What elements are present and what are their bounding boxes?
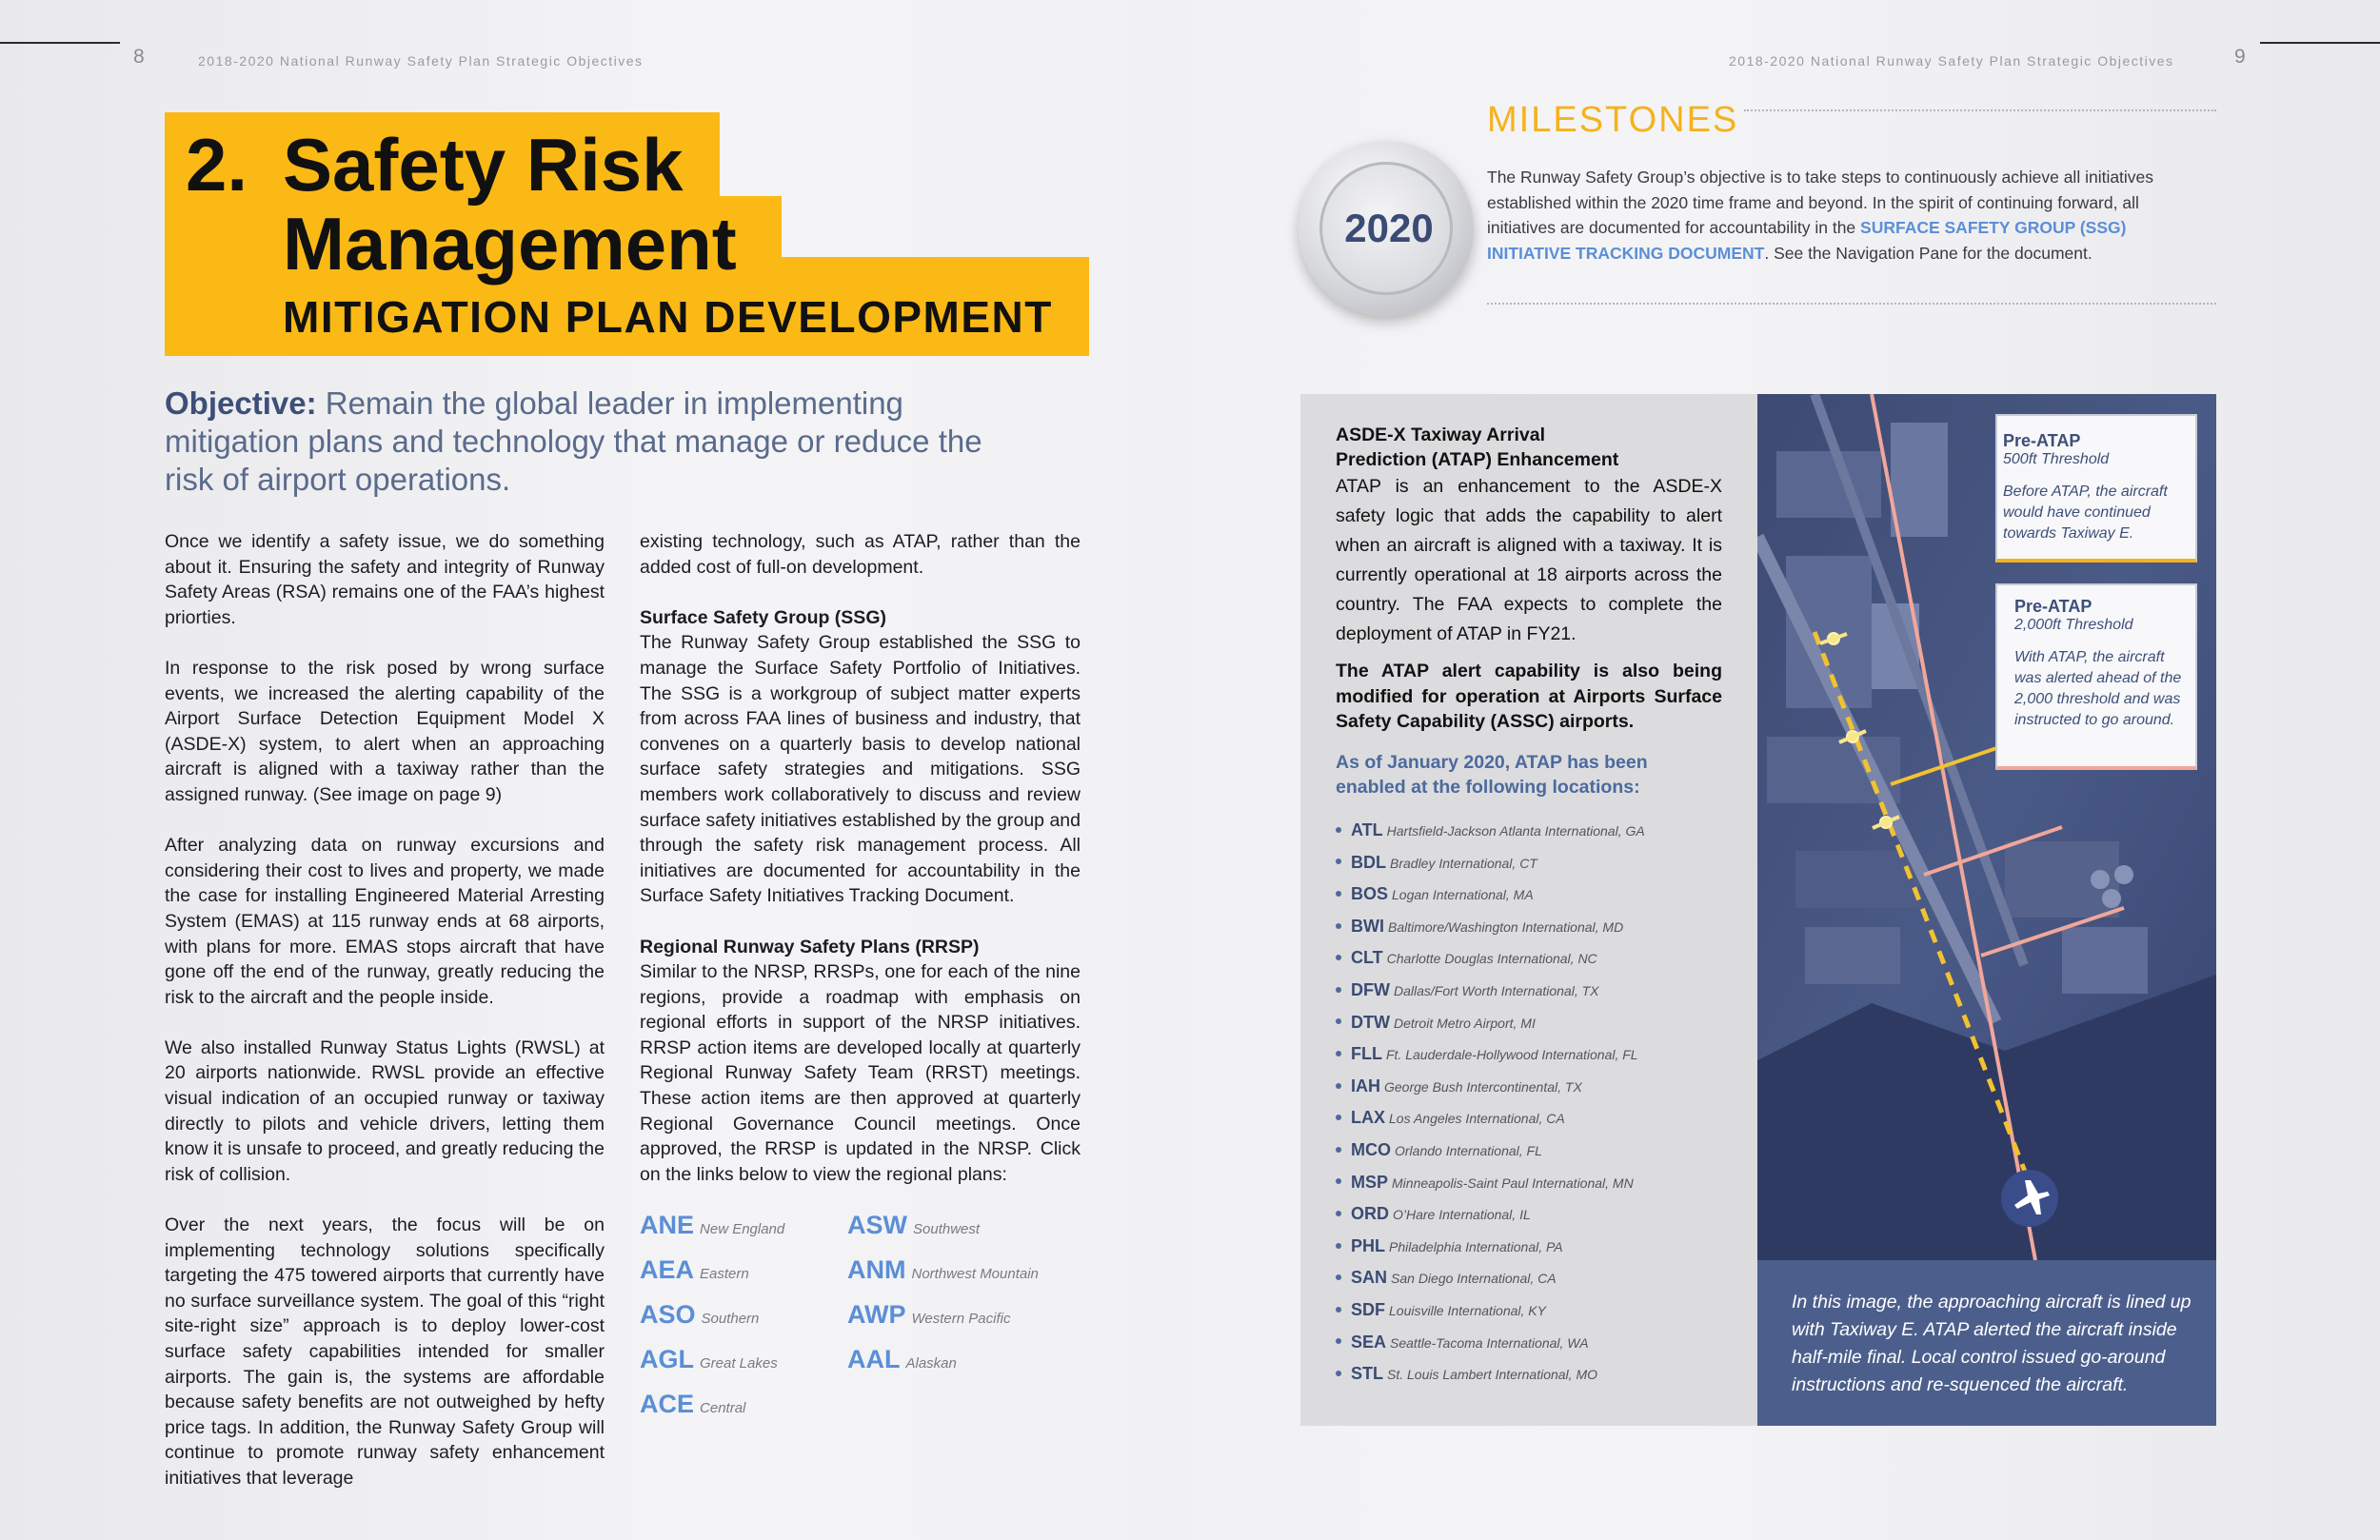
- airport-name: Philadelphia International, PA: [1389, 1238, 1563, 1254]
- pre-atap-500ft-callout: Pre-ATAP 500ft Threshold Before ATAP, the aircraft would have continued towards Taxiway E.: [1995, 414, 2197, 563]
- airport-code: CLT: [1351, 948, 1383, 968]
- airport-code: STL: [1351, 1364, 1383, 1384]
- airport-code: SDF: [1351, 1300, 1385, 1319]
- body-column-2: [640, 529, 1081, 1213]
- header-rule-right: [2260, 42, 2380, 44]
- paragraph: Once we identify a safety issue, we do something about it. Ensuring the safety and integrity of Runway Safety Areas (RSA) remains one of the FAA’s highest priorties.: [165, 531, 605, 628]
- region-link-asw[interactable]: ASW Southwest: [847, 1211, 981, 1239]
- airport-name: Bradley International, CT: [1390, 855, 1537, 871]
- airport-code: BDL: [1351, 852, 1386, 872]
- bullet-icon: [1336, 891, 1341, 897]
- atap-locations-intro: As of January 2020, ATAP has been enabled at the following locations:: [1336, 751, 1648, 798]
- airport-list-item: [1336, 1140, 1542, 1160]
- region-link-aal[interactable]: AAL Alaskan: [847, 1345, 957, 1373]
- rrsp-paragraph: Similar to the NRSP, RRSPs, one for each of the nine regions, provide a roadmap with emphasis on regional efforts in support of the NRSP initiatives. RRSP action items are developed locally at quarterly Regional Runway Safety Team (RRST) meetings. These action items are then approved at quarterly Regional Governance Council meetings. Once approved, the RRSP is updated in the NRSP. Click on the links below to view the regional plans:: [640, 961, 1081, 1185]
- airport-name: St. Louis Lambert International, MO: [1387, 1367, 1597, 1383]
- atap-heading-line1: ASDE-X Taxiway Arrival: [1336, 424, 1546, 445]
- airport-list-item: [1336, 1013, 1536, 1033]
- milestones-rule-bottom: [1487, 303, 2216, 305]
- region-link-aea[interactable]: AEA Eastern: [640, 1255, 749, 1284]
- paragraph: Over the next years, the focus will be on implementing technology solutions specifically targeting the 475 towered airports that currently have no surface surveillance system. The goal of this “right site-right size” approach is to deploy lower-cost surface safety capabilities intended for smaller airports. The gain is, the systems are affordable because safety benefits are not outweighed by hefty price tags. In addition, the Runway Safety Group will continue to promote runway safety enhancement initiatives that leverage: [165, 1214, 605, 1489]
- airport-name: Los Angeles International, CA: [1389, 1111, 1565, 1127]
- atap-body: ATAP is an enhancement to the ASDE-X safety logic that adds the capability to alert when an aircraft is aligned with a taxiway. It is currently operational at 18 airports across the country. The FAA expects to complete the deployment of ATAP in FY21.: [1336, 476, 1722, 644]
- left-page-number: 8: [133, 46, 145, 68]
- airport-code: ATL: [1351, 820, 1383, 839]
- airport-list-item: [1336, 980, 1599, 1000]
- region-link-ace[interactable]: ACE Central: [640, 1390, 746, 1418]
- airport-list-item: [1336, 1173, 1634, 1193]
- objective-text: Remain the global leader in implementing mitigation plans and technology that manage or reduce the risk of airport operations.: [165, 385, 982, 497]
- airport-code: PHL: [1351, 1235, 1385, 1255]
- airport-list-item: [1336, 1236, 1563, 1256]
- airport-list-item: [1336, 1108, 1565, 1128]
- airport-name: George Bush Intercontinental, TX: [1384, 1078, 1582, 1095]
- airport-name: Seattle-Tacoma International, WA: [1390, 1334, 1589, 1351]
- airport-code: BOS: [1351, 884, 1389, 904]
- bullet-icon: [1336, 827, 1341, 833]
- airport-list-item: [1336, 1364, 1597, 1384]
- bullet-icon: [1336, 923, 1341, 929]
- airport-name: Dallas/Fort Worth International, TX: [1393, 983, 1599, 998]
- bullet-icon: [1336, 1018, 1341, 1024]
- body-column-1: [165, 529, 605, 1516]
- right-running-title: 2018-2020 National Runway Safety Plan Strategic Objectives: [1729, 53, 2174, 69]
- airport-list-item: [1336, 1268, 1557, 1288]
- region-link-awp[interactable]: AWP Western Pacific: [847, 1300, 1011, 1329]
- ssg-heading: Surface Safety Group (SSG): [640, 606, 886, 628]
- airport-list-item: [1336, 1300, 1546, 1320]
- airport-name: Logan International, MA: [1392, 887, 1534, 903]
- bullet-icon: [1336, 955, 1341, 960]
- paragraph: existing technology, such as ATAP, rather than the added cost of full-on development.: [640, 531, 1081, 578]
- airport-code: LAX: [1351, 1108, 1385, 1128]
- region-link-agl[interactable]: AGL Great Lakes: [640, 1345, 778, 1373]
- airport-name: San Diego International, CA: [1391, 1271, 1557, 1287]
- airport-list-item: [1336, 1333, 1589, 1352]
- airport-name: Charlotte Douglas International, NC: [1386, 951, 1597, 967]
- left-running-title: 2018-2020 National Runway Safety Plan Strategic Objectives: [198, 53, 644, 69]
- rrsp-heading: Regional Runway Safety Plans (RRSP): [640, 936, 980, 958]
- paragraph: We also installed Runway Status Lights (RWSL) at 20 airports nationwide. RWSL provide an effective visual indication of an occupied runway or taxiway directly to pilots and vehicle drivers, letting them know it is unsafe to proceed, and greatly reducing the risk of collision.: [165, 1037, 605, 1185]
- section-title-line1: Safety Risk: [283, 123, 684, 207]
- airport-code: MSP: [1351, 1172, 1389, 1192]
- milestones-rule-top: [1744, 109, 2216, 111]
- year-badge-text: 2020: [1344, 206, 1434, 250]
- bullet-icon: [1336, 1274, 1341, 1280]
- airport-name: Baltimore/Washington International, MD: [1388, 918, 1624, 935]
- region-link-anm[interactable]: ANM Northwest Mountain: [847, 1255, 1039, 1284]
- section-number: 2.: [186, 123, 248, 207]
- map-caption: [1757, 1260, 2216, 1426]
- airport-list-item: [1336, 1204, 1531, 1224]
- airport-code: SAN: [1351, 1268, 1388, 1288]
- bullet-icon: [1336, 1115, 1341, 1120]
- objective-label: Objective:: [165, 385, 317, 421]
- region-link-aso[interactable]: ASO Southern: [640, 1300, 760, 1329]
- paragraph: In response to the risk posed by wrong surface events, we increased the alerting capability of the Airport Surface Detection Equipment Model X (ASDE-X) system, to alert when an approaching aircraft is aligned with a taxiway rather than the assigned runway. (See image on page 9): [165, 657, 605, 805]
- bullet-icon: [1336, 1211, 1341, 1216]
- bullet-icon: [1336, 1371, 1341, 1376]
- airport-list-item: [1336, 948, 1597, 968]
- airport-name: O’Hare International, IL: [1393, 1207, 1531, 1223]
- airport-code: DTW: [1351, 1012, 1390, 1032]
- bullet-icon: [1336, 859, 1341, 864]
- airport-name: Ft. Lauderdale-Hollywood International, FL: [1386, 1047, 1638, 1063]
- ssg-paragraph: The Runway Safety Group established the SSG to manage the Surface Safety Portfolio of Initiatives. The SSG is a workgroup of subject matter experts from across FAA lines of business and industry, that convenes on a quarterly basis to develop national surface safety strategies and mitigations. SSG members work collaboratively to discuss and review surface safety initiatives established by the group and through the safety risk management process. All initiatives are documented for accountability in the Surface Safety Initiatives Tracking Document.: [640, 632, 1081, 907]
- ssg-tracking-document-link[interactable]: SURFACE SAFETY GROUP (SSG) INITIATIVE TRACKING DOCUMENT: [1487, 218, 2127, 263]
- airport-name: Orlando International, FL: [1395, 1143, 1542, 1158]
- airport-list-item: [1336, 1044, 1638, 1064]
- airport-code: MCO: [1351, 1140, 1391, 1159]
- airport-code: BWI: [1351, 916, 1384, 936]
- bullet-icon: [1336, 1178, 1341, 1184]
- airport-list-item: [1336, 1076, 1582, 1096]
- airport-list-item: [1336, 917, 1623, 937]
- section-subtitle: MITIGATION PLAN DEVELOPMENT: [283, 292, 1053, 342]
- airport-list-item: [1336, 853, 1537, 873]
- bullet-icon: [1336, 1307, 1341, 1313]
- airport-code: ORD: [1351, 1204, 1389, 1224]
- map-caption-text: In this image, the approaching aircraft is lined up with Taxiway E. ATAP alerted the aircraft inside half-mile final. Local control issued go-around instructions and re-squenced the aircraft.: [1792, 1292, 2192, 1395]
- airport-code: DFW: [1351, 980, 1390, 999]
- airport-name: Hartsfield-Jackson Atlanta International, GA: [1386, 823, 1645, 839]
- paragraph: After analyzing data on runway excursions and considering their cost to lives and property, we made the case for installing Engineered Material Arresting System (EMAS) at 115 runway ends at 68 airports, with plans for more. EMAS stops aircraft that have gone off the end of the runway, greatly reducing the risk to the aircraft and the people inside.: [165, 835, 605, 1008]
- bullet-icon: [1336, 1147, 1341, 1153]
- atap-heading-line2: Prediction (ATAP) Enhancement: [1336, 449, 1619, 470]
- airport-code: IAH: [1351, 1076, 1380, 1096]
- airport-name: Minneapolis-Saint Paul International, MN: [1392, 1175, 1634, 1191]
- region-link-ane[interactable]: ANE New England: [640, 1211, 785, 1239]
- atap-text: [1336, 423, 1722, 800]
- section-title-line2: Management: [283, 202, 737, 286]
- milestones-text: The Runway Safety Group’s objective is to take steps to continuously achieve all initiatives established within the 2020 time frame and beyond. In the spirit of continuing forward, all initiatives are documented for accountability in the SURFACE SAFETY GROUP (SSG) INITIATIVE TRACKING DOCUMENT. See the Navigation Pane for the document.: [1487, 168, 2154, 263]
- bullet-icon: [1336, 1083, 1341, 1089]
- right-page-number: 9: [2234, 46, 2246, 68]
- atap-assc-note: The ATAP alert capability is also being modified for operation at Airports Surface Safety Capability (ASSC) airports.: [1336, 661, 1722, 732]
- airport-name: Detroit Metro Airport, MI: [1393, 1015, 1536, 1031]
- airport-code: FLL: [1351, 1044, 1382, 1064]
- airport-list-item: [1336, 884, 1534, 904]
- year-badge: [1299, 141, 1474, 316]
- milestones-title: MILESTONES: [1487, 100, 1739, 140]
- airport-name: Louisville International, KY: [1389, 1303, 1546, 1318]
- bullet-icon: [1336, 1243, 1341, 1249]
- pre-atap-2000ft-callout: Pre-ATAP 2,000ft Threshold With ATAP, the aircraft was alerted ahead of the 2,000 threshold and was instructed to go around.: [1995, 583, 2197, 770]
- airport-code: SEA: [1351, 1332, 1387, 1352]
- bullet-icon: [1336, 987, 1341, 993]
- bullet-icon: [1336, 1338, 1341, 1344]
- header-rule-left: [0, 42, 120, 44]
- bullet-icon: [1336, 1051, 1341, 1056]
- airport-list-item: [1336, 820, 1645, 840]
- objective-statement: [165, 385, 1002, 499]
